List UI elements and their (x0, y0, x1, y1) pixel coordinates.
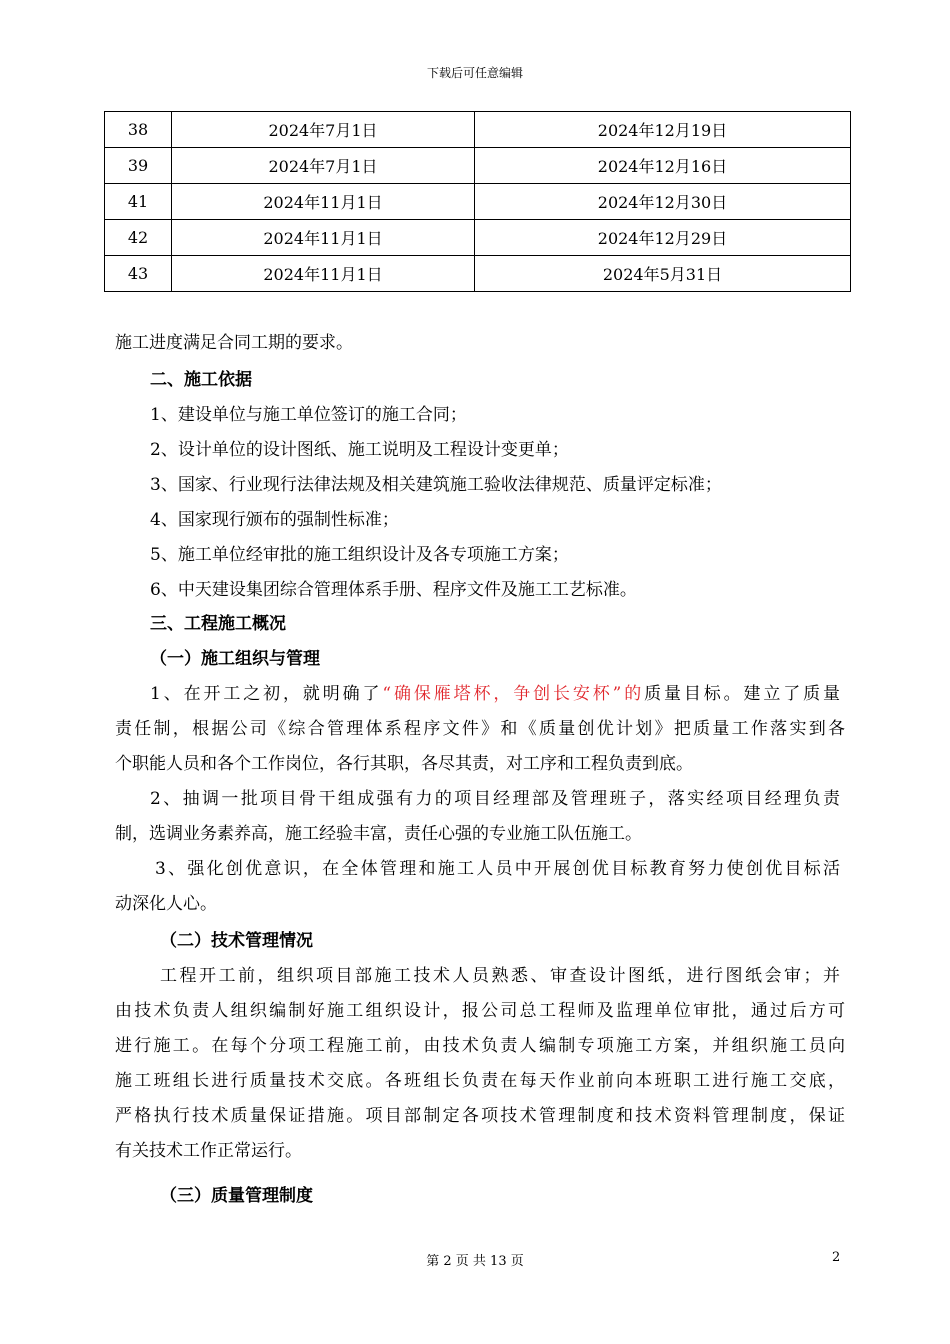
subsection-heading-quality: （三）质量管理制度 (160, 1186, 313, 1206)
table-cell: 2024年5月31日 (475, 256, 851, 292)
tech-paragraph-line: 有关技术工作正常运行。 (115, 1141, 302, 1161)
table-row (105, 220, 851, 256)
basis-item: 6、中天建设集团综合管理体系手册、程序文件及施工工艺标准。 (150, 580, 637, 600)
basis-item: 2、设计单位的设计图纸、施工说明及工程设计变更单； (150, 440, 569, 460)
section-heading-basis: 二、施工依据 (150, 370, 252, 390)
page-footer: 第 2 页 共 13 页 (426, 1254, 524, 1269)
table-cell: 2024年12月16日 (475, 148, 851, 184)
org-item-1-line: 个职能人员和各个工作岗位，各行其职，各尽其责，对工序和工程负责到底。 (115, 754, 693, 774)
tech-paragraph-line: 由技术负责人组织编制好施工组织设计，报公司总工程师及监理单位审批，通过后方可 (115, 1001, 845, 1021)
tech-paragraph-line: 严格执行技术质量保证措施。项目部制定各项技术管理制度和技术资料管理制度，保证 (115, 1106, 845, 1126)
quality-goal-highlight: “确保雁塔杯，争创长安杯”的 (382, 684, 645, 704)
basis-item: 1、建设单位与施工单位签订的施工合同； (150, 405, 467, 425)
table-cell: 2024年12月19日 (475, 112, 851, 148)
org-item-1-line: 责任制，根据公司《综合管理体系程序文件》和《质量创优计划》把质量工作落实到各 (115, 719, 845, 739)
table-cell: 2024年11月1日 (172, 220, 475, 256)
tech-paragraph-line: 施工班组长进行质量技术交底。各班组长负责在每天作业前向本班职工进行施工交底， (115, 1071, 845, 1091)
subsection-heading-technical: （二）技术管理情况 (160, 931, 313, 951)
table-cell: 2024年12月29日 (475, 220, 851, 256)
table-cell: 2024年12月30日 (475, 184, 851, 220)
table-cell: 42 (105, 220, 172, 256)
org-item-3-line: 3、强化创优意识，在全体管理和施工人员中开展创优目标教育努力使创优目标活 (155, 859, 840, 879)
basis-item: 5、施工单位经审批的施工组织设计及各专项施工方案； (150, 545, 569, 565)
table-cell: 2024年7月1日 (172, 112, 475, 148)
tech-paragraph-line: 工程开工前，组织项目部施工技术人员熟悉、审查设计图纸，进行图纸会审；并 (160, 966, 840, 986)
table-row (105, 256, 851, 292)
table-row (105, 184, 851, 220)
org-item-2-line: 制，选调业务素养高，施工经验丰富，责任心强的专业施工队伍施工。 (115, 824, 642, 844)
page-number: 2 (832, 1250, 841, 1265)
table-cell: 2024年11月1日 (172, 256, 475, 292)
page-header: 下载后可任意编辑 (426, 66, 523, 80)
org-item-1-line (150, 682, 840, 706)
table-cell: 2024年7月1日 (172, 148, 475, 184)
table-cell: 39 (105, 148, 172, 184)
org-item-2-line: 2、抽调一批项目骨干组成强有力的项目经理部及管理班子，落实经项目经理负责 (150, 789, 840, 809)
section-heading-overview: 三、工程施工概况 (150, 614, 286, 634)
table-cell: 38 (105, 112, 172, 148)
schedule-table (104, 111, 851, 292)
subsection-heading-organization: （一）施工组织与管理 (150, 649, 320, 669)
org-item-1-text: 质量目标。建立了质量 (644, 684, 840, 704)
tech-paragraph-line: 进行施工。在每个分项工程施工前，由技术负责人编制专项施工方案，并组织施工员向 (115, 1036, 845, 1056)
table-cell: 2024年11月1日 (172, 184, 475, 220)
org-item-1-text: 1、在开工之初，就明确了 (150, 684, 383, 704)
basis-item: 4、国家现行颁布的强制性标准； (150, 510, 399, 530)
table-row (105, 112, 851, 148)
table-cell: 41 (105, 184, 172, 220)
schedule-note: 施工进度满足合同工期的要求。 (115, 333, 353, 353)
table-row (105, 148, 851, 184)
basis-item: 3、国家、行业现行法律法规及相关建筑施工验收法律规范、质量评定标准； (150, 475, 722, 495)
table-cell: 43 (105, 256, 172, 292)
org-item-3-line: 动深化人心。 (115, 894, 217, 914)
